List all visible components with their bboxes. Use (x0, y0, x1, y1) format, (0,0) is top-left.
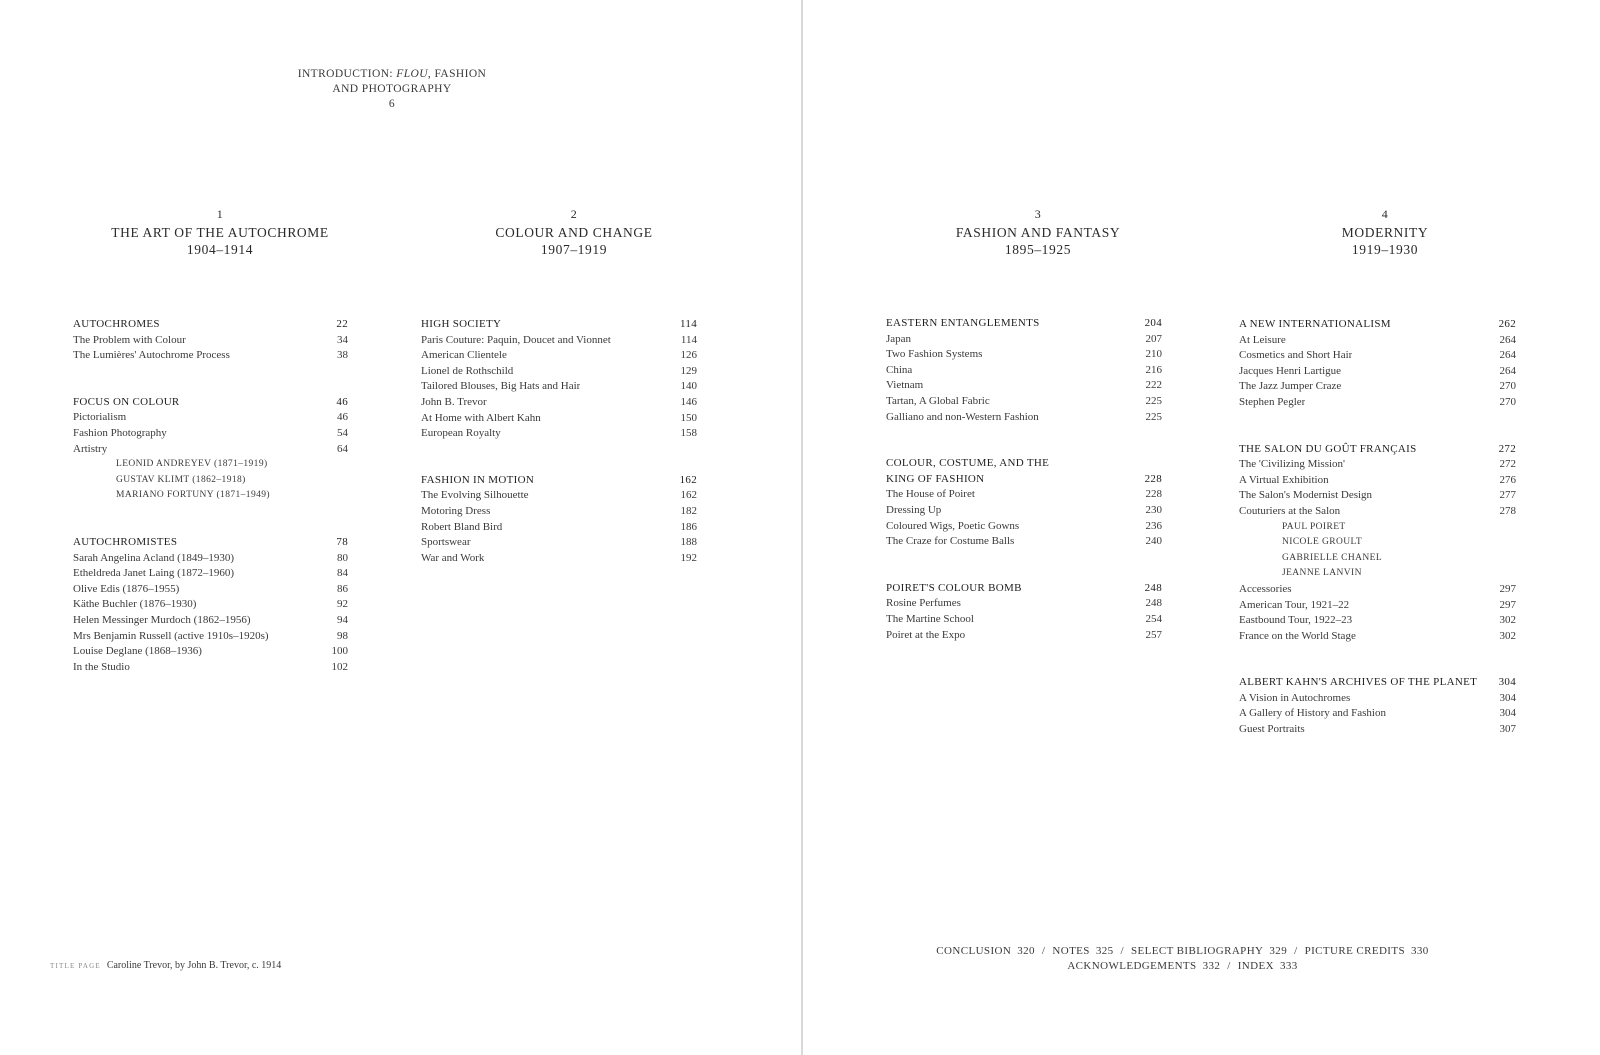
toc-entry[interactable] (886, 347, 1162, 363)
entry-title: Motoring Dress (421, 504, 491, 517)
page-number: 304 (1498, 676, 1516, 689)
section-title: ALBERT KAHN'S ARCHIVES OF THE PLANET (1239, 676, 1478, 689)
toc-entry[interactable] (421, 520, 697, 536)
page-number: 325 (1095, 945, 1114, 957)
entry-title: Coloured Wigs, Poetic Gowns (886, 519, 1020, 532)
entry-title: Rosine Perfumes (886, 597, 961, 610)
page-number: 64 (337, 442, 348, 455)
introduction-title-line2: AND PHOTOGRAPHY (332, 83, 452, 95)
section-title: FOCUS ON COLOUR (73, 395, 180, 408)
entry-title: Olive Edis (1876–1955) (73, 582, 180, 595)
chapter-2-heading (444, 206, 704, 259)
back-matter-label: CONCLUSION (936, 945, 1012, 957)
section-title: COLOUR, COSTUME, AND THE KING OF FASHION (886, 457, 1050, 485)
page-number: 207 (1145, 332, 1162, 345)
entry-title: Vietnam (886, 379, 924, 392)
toc-entry[interactable] (886, 394, 1162, 410)
toc-entry[interactable] (1239, 364, 1516, 380)
page-number: 307 (1499, 723, 1516, 736)
page-number: 278 (1499, 504, 1516, 517)
entry-title: The Evolving Silhouette (421, 489, 529, 502)
entry-title: A Gallery of History and Fashion (1239, 707, 1386, 720)
page-number: 94 (337, 613, 348, 626)
toc-section (1239, 675, 1516, 737)
back-matter-item[interactable] (1305, 945, 1429, 957)
page-number: 126 (680, 349, 697, 362)
page-number: 86 (337, 582, 348, 595)
chapter-title: MODERNITY (1341, 224, 1429, 240)
back-matter-line-1 (930, 944, 1435, 959)
entry-title: Robert Bland Bird (421, 520, 503, 533)
entry-title: Two Fashion Systems (886, 348, 983, 361)
entry-title: Pictorialism (73, 411, 127, 424)
caption-tag: TITLE PAGE (50, 962, 101, 970)
entry-title: The Salon's Modernist Design (1239, 489, 1373, 502)
toc-column-chapter-4 (1239, 317, 1516, 769)
entry-title: Cosmetics and Short Hair (1239, 349, 1353, 362)
section-heading[interactable] (421, 317, 697, 333)
page-number: 46 (337, 411, 348, 424)
page-number: 158 (680, 427, 697, 440)
entry-title: The House of Poiret (886, 488, 975, 501)
toc-column-chapter-1 (73, 317, 348, 706)
entry-title: Jacques Henri Lartigue (1239, 364, 1342, 377)
toc-entry[interactable] (421, 551, 697, 567)
page-number: 186 (680, 520, 697, 533)
toc-entry[interactable] (1239, 582, 1516, 598)
back-matter-label: INDEX (1237, 960, 1274, 972)
toc-entry[interactable] (1239, 706, 1516, 722)
chapter-3-heading (908, 206, 1168, 259)
page-number: 302 (1499, 614, 1516, 627)
separator: / (1120, 945, 1124, 957)
toc-entry[interactable] (886, 503, 1162, 519)
entry-title: American Clientele (421, 349, 507, 362)
chapter-dates: 1919–1930 (1351, 242, 1419, 257)
page-number: 270 (1499, 380, 1516, 393)
entry-title: Tailored Blouses, Big Hats and Hair (421, 380, 581, 393)
toc-entry[interactable] (73, 426, 348, 442)
entry-title: The Martine School (886, 612, 974, 625)
section-heading[interactable] (73, 395, 348, 411)
toc-subentry[interactable]: GABRIELLE CHANEL (1282, 552, 1383, 563)
entry-title: Sportswear (421, 536, 471, 549)
chapter-title: FASHION AND FANTASY (955, 224, 1121, 240)
back-matter-label: SELECT BIBLIOGRAPHY (1131, 945, 1264, 957)
entry-title: The 'Civilizing Mission' (1239, 458, 1346, 471)
toc-entry[interactable] (73, 442, 348, 458)
entry-title: Galliano and non-Western Fashion (886, 410, 1039, 423)
toc-section (421, 317, 697, 442)
back-matter-item[interactable] (1131, 945, 1287, 957)
page-number: 38 (337, 349, 348, 362)
page-number: 240 (1145, 535, 1162, 548)
section-title: FASHION IN MOTION (421, 473, 535, 486)
toc-entry[interactable] (886, 487, 1162, 503)
separator: / (1294, 945, 1298, 957)
toc-subentry[interactable]: MARIANO FORTUNY (1871–1949) (116, 490, 270, 501)
entry-title: Etheldreda Janet Laing (1872–1960) (73, 567, 234, 580)
section-heading[interactable] (886, 581, 1162, 597)
section-title: AUTOCHROMES (73, 318, 160, 330)
toc-entry[interactable] (421, 364, 697, 380)
section-title: AUTOCHROMISTES (73, 535, 178, 548)
toc-entry[interactable] (1239, 488, 1516, 504)
section-heading[interactable] (73, 535, 348, 551)
page-number: 222 (1145, 379, 1162, 392)
toc-entry[interactable] (421, 333, 697, 349)
page-number: 272 (1498, 442, 1516, 455)
entry-title: At Leisure (1239, 333, 1286, 346)
toc-section (886, 316, 1162, 425)
entry-title: Fashion Photography (73, 426, 167, 439)
toc-subentry[interactable]: PAUL POIRET (1282, 521, 1346, 532)
entry-title: John B. Trevor (421, 395, 487, 408)
back-matter-label: PICTURE CREDITS (1304, 945, 1405, 957)
toc-entry[interactable] (886, 363, 1162, 379)
toc-entry[interactable] (1239, 379, 1516, 395)
entry-title: Paris Couture: Paquin, Doucet and Vionnet (421, 333, 611, 346)
toc-entry[interactable] (1239, 333, 1516, 349)
section-title: HIGH SOCIETY (421, 318, 502, 330)
page-number: 262 (1498, 318, 1516, 330)
toc-section (73, 395, 348, 504)
entry-title: European Royalty (421, 427, 501, 440)
section-heading[interactable] (1239, 675, 1516, 691)
entry-title: Poiret at the Expo (886, 628, 966, 641)
entry-title: A Virtual Exhibition (1239, 473, 1329, 486)
chapter-dates: 1904–1914 (186, 242, 254, 257)
section-title: THE SALON DU GOÛT FRANÇAIS (1239, 442, 1417, 455)
toc-entry[interactable] (886, 534, 1162, 550)
page-number: 330 (1411, 945, 1429, 957)
section-heading[interactable] (886, 456, 1162, 487)
toc-section (1239, 442, 1516, 645)
page-number: 228 (1145, 488, 1162, 501)
toc-subentry[interactable]: NICOLE GROULT (1282, 537, 1363, 548)
page-number: 216 (1145, 363, 1162, 376)
toc-entry[interactable] (73, 348, 348, 364)
toc-entry[interactable] (886, 519, 1162, 535)
toc-entry[interactable] (421, 535, 697, 551)
page-number: 114 (680, 333, 697, 346)
toc-entry[interactable] (886, 628, 1162, 644)
page-number: 297 (1499, 582, 1516, 595)
page-number: 182 (680, 504, 697, 517)
page-number: 204 (1144, 317, 1162, 329)
separator: / (1227, 960, 1231, 972)
entry-title: The Jazz Jumper Craze (1239, 380, 1342, 393)
toc-entry[interactable] (421, 411, 697, 427)
entry-title: Helen Messinger Murdoch (1862–1956) (73, 613, 251, 626)
toc-entry[interactable] (1239, 395, 1516, 411)
entry-title: France on the World Stage (1239, 629, 1356, 642)
section-heading[interactable] (421, 473, 697, 489)
page-number: 248 (1144, 581, 1162, 594)
separator: / (1041, 945, 1046, 957)
chapter-dates: 1895–1925 (1004, 242, 1072, 257)
page-number: 46 (336, 395, 348, 408)
back-matter-item[interactable] (1052, 945, 1113, 957)
entry-title: Käthe Buchler (1876–1930) (73, 598, 197, 611)
back-matter-label: NOTES (1052, 945, 1090, 957)
toc-entry[interactable] (421, 395, 697, 411)
entry-title: War and Work (421, 551, 485, 564)
back-matter-item[interactable] (1238, 960, 1298, 972)
toc-section (886, 581, 1162, 643)
toc-entry[interactable] (73, 582, 348, 598)
toc-column-chapter-3 (886, 316, 1162, 674)
toc-entry[interactable] (421, 504, 697, 520)
chapter-dates: 1907–1919 (540, 242, 608, 257)
page-number: 254 (1145, 612, 1162, 625)
back-matter-label: ACKNOWLEDGEMENTS (1067, 960, 1197, 972)
page-number: 332 (1202, 960, 1221, 972)
page-number: 228 (1144, 472, 1162, 485)
page-number: 236 (1145, 519, 1162, 532)
page-number: 276 (1499, 473, 1516, 486)
page-number: 320 (1017, 945, 1035, 957)
toc-entry[interactable] (886, 410, 1162, 426)
entry-title: The Lumières' Autochrome Process (73, 349, 230, 362)
section-title: POIRET'S COLOUR BOMB (886, 581, 1022, 594)
toc-entry[interactable] (73, 410, 348, 426)
page-number: 114 (680, 318, 697, 330)
page-number: 257 (1145, 628, 1162, 641)
entry-title: Accessories (1239, 582, 1292, 595)
toc-entry[interactable] (73, 597, 348, 613)
toc-entry[interactable] (886, 332, 1162, 348)
section-title: EASTERN ENTANGLEMENTS (886, 317, 1040, 329)
page-number: 150 (680, 411, 697, 424)
toc-entry[interactable] (421, 348, 697, 364)
chapter-1-heading (90, 206, 350, 259)
page-number: 34 (337, 333, 348, 346)
entry-title: The Craze for Costume Balls (886, 535, 1015, 548)
title-page-caption (50, 960, 281, 971)
page-number: 192 (680, 551, 697, 564)
section-title: A NEW INTERNATIONALISM (1239, 318, 1391, 330)
page-number: 230 (1145, 503, 1162, 516)
introduction-page-number: 6 (388, 98, 396, 110)
page-number: 272 (1499, 458, 1516, 471)
introduction-entry (292, 67, 492, 112)
entry-title: Japan (886, 332, 912, 345)
toc-entry[interactable] (73, 613, 348, 629)
page-number: 210 (1145, 348, 1162, 361)
toc-entry[interactable] (1239, 613, 1516, 629)
page-number: 54 (337, 426, 348, 439)
page-number: 277 (1499, 489, 1516, 502)
introduction-title-line1: INTRODUCTION: FLOU, FASHION (297, 68, 487, 80)
toc-entry[interactable] (1239, 504, 1516, 520)
toc-section (73, 317, 348, 364)
toc-entry[interactable] (421, 488, 697, 504)
toc-section (1239, 317, 1516, 411)
toc-entry[interactable] (73, 333, 348, 349)
page-number: 188 (680, 536, 697, 549)
entry-title: Artistry (73, 442, 108, 455)
toc-entry[interactable] (1239, 691, 1516, 707)
page-number: 225 (1145, 410, 1162, 423)
toc-section (886, 456, 1162, 550)
page-number: 80 (337, 551, 348, 564)
page-number: 129 (680, 364, 697, 377)
toc-entry[interactable] (1239, 473, 1516, 489)
entry-title: Sarah Angelina Acland (1849–1930) (73, 551, 234, 564)
back-matter-item[interactable] (936, 945, 1035, 957)
toc-entry[interactable] (73, 551, 348, 567)
toc-entry[interactable] (1239, 629, 1516, 645)
entry-title: Tartan, A Global Fabric (886, 394, 990, 407)
chapter-number: 3 (1034, 207, 1042, 221)
page-number: 329 (1269, 945, 1288, 957)
toc-section (421, 473, 697, 567)
page-number: 162 (679, 473, 697, 486)
toc-entry[interactable] (1239, 348, 1516, 364)
chapter-title: THE ART OF THE AUTOCHROME (111, 224, 329, 240)
toc-entry[interactable] (73, 566, 348, 582)
page-number: 100 (331, 645, 348, 658)
entry-title: In the Studio (73, 660, 130, 673)
caption-text: Caroline Trevor, by John B. Trevor, c. 1914 (106, 960, 282, 971)
toc-entry[interactable] (1239, 722, 1516, 738)
entry-title: American Tour, 1921–22 (1239, 598, 1350, 611)
entry-title: At Home with Albert Kahn (421, 411, 541, 424)
chapter-number: 2 (570, 207, 578, 221)
page-number: 78 (336, 535, 348, 548)
entry-title: Dressing Up (886, 503, 942, 516)
entry-title: Guest Portraits (1239, 723, 1305, 736)
entry-title: Stephen Pegler (1239, 395, 1306, 408)
toc-entry[interactable] (1239, 598, 1516, 614)
page-number: 225 (1145, 394, 1162, 407)
page-number: 264 (1499, 364, 1516, 377)
entry-title: Louise Deglane (1868–1936) (73, 645, 202, 658)
page-number: 304 (1499, 691, 1516, 704)
section-heading[interactable] (1239, 442, 1516, 458)
toc-column-chapter-2 (421, 317, 697, 597)
entry-title: China (886, 363, 913, 376)
toc-entry[interactable] (886, 596, 1162, 612)
section-heading[interactable] (1239, 317, 1516, 333)
page-number: 248 (1145, 597, 1162, 610)
toc-entry[interactable] (421, 379, 697, 395)
page-number: 84 (337, 567, 348, 580)
toc-subentry[interactable]: GUSTAV KLIMT (1862–1918) (116, 474, 246, 485)
toc-subentry[interactable]: LEONID ANDREYEV (1871–1919) (116, 459, 268, 470)
page-number: 140 (680, 380, 697, 393)
toc-section (73, 535, 348, 675)
toc-entry[interactable] (886, 612, 1162, 628)
page-number: 270 (1499, 395, 1516, 408)
page-number: 297 (1499, 598, 1516, 611)
page-number: 264 (1499, 333, 1516, 346)
entry-title: Mrs Benjamin Russell (active 1910s–1920s) (73, 629, 269, 642)
entry-title: Couturiers at the Salon (1239, 504, 1341, 517)
toc-entry[interactable] (1239, 457, 1516, 473)
toc-entry[interactable] (421, 426, 697, 442)
toc-entry[interactable] (73, 644, 348, 660)
back-matter-list (930, 944, 1435, 974)
entry-title: Eastbound Tour, 1922–23 (1239, 614, 1353, 627)
toc-entry[interactable] (73, 660, 348, 676)
toc-subentry[interactable]: JEANNE LANVIN (1282, 568, 1362, 579)
entry-title: A Vision in Autochromes (1239, 691, 1351, 704)
page-number: 92 (337, 598, 348, 611)
section-heading[interactable] (886, 316, 1162, 332)
back-matter-item[interactable] (1067, 960, 1220, 972)
chapter-title: COLOUR AND CHANGE (495, 224, 653, 240)
section-heading[interactable] (73, 317, 348, 333)
page-number: 304 (1499, 707, 1516, 720)
page-number: 98 (337, 629, 348, 642)
back-matter-line-2 (930, 959, 1435, 974)
toc-entry[interactable] (886, 378, 1162, 394)
page-number: 264 (1499, 349, 1516, 362)
page-number: 102 (331, 660, 348, 673)
page-number: 302 (1499, 629, 1516, 642)
chapter-4-heading (1255, 206, 1515, 259)
chapter-number: 1 (216, 207, 224, 221)
entry-title: Lionel de Rothschild (421, 364, 514, 377)
entry-title: The Problem with Colour (73, 333, 186, 346)
page-number: 333 (1279, 960, 1298, 972)
chapter-number: 4 (1381, 207, 1389, 221)
page-number: 146 (680, 395, 697, 408)
page-number: 162 (680, 489, 697, 502)
page-number: 22 (336, 318, 348, 330)
toc-entry[interactable] (73, 629, 348, 645)
